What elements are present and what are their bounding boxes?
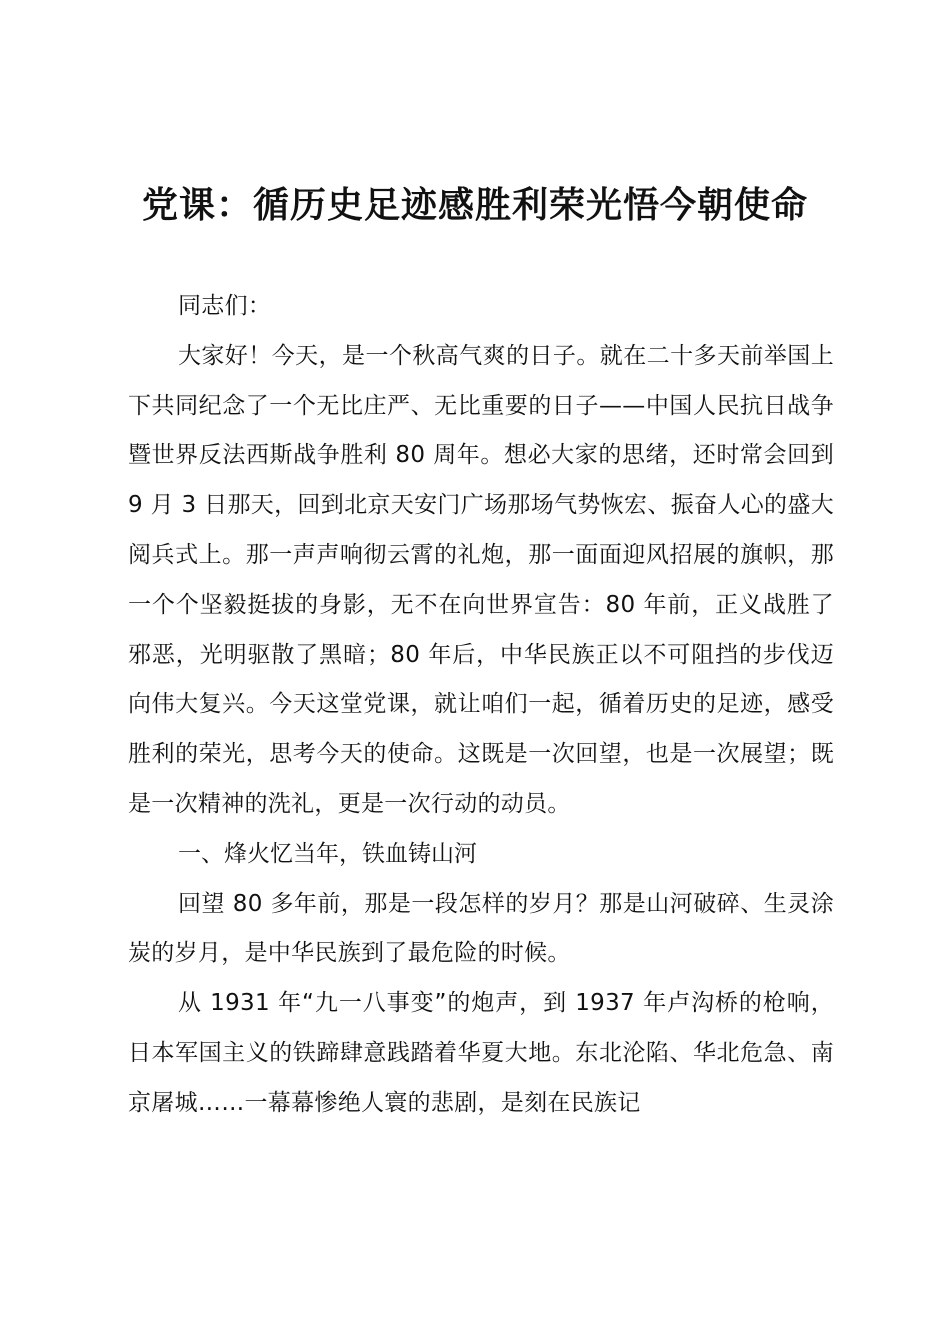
paragraph-section1-2: 从 1931 年“九一八事变”的炮声，到 1937 年卢沟桥的枪响，日本军国主义的铁蹄肆意践踏着华夏大地。东北沦陷、华北危急、南京屠城……一幕幕惨绝人寰的悲剧，是刻在民族记 — [128, 990, 834, 1116]
paragraph-section1-1: 回望 80 多年前，那是一段怎样的岁月？那是山河破碎、生灵涂炭的岁月，是中华民族到了最危险的时候。 — [128, 890, 834, 967]
section-heading-1: 一、烽火忆当年，铁血铸山河 — [178, 840, 477, 867]
paragraph-intro: 大家好！今天，是一个秋高气爽的日子。就在二十多天前举国上下共同纪念了一个无比庄严、无比重要的日子——中国人民抗日战争暨世界反法西斯战争胜利 80 周年。想必大家的思绪，还时常会回到 9 月 3 日那天，回到北京天安门广场那场气势恢宏、振奋人心的盛大阅兵式上。那一声声响彻云霄的礼炮，那一面面迎风招展的旗帜，那一个个坚毅挺拔的身影，无不在向世界宣告：80 年前，正义战胜了邪恶，光明驱散了黑暗；80 年后，中华民族正以不可阻挡的步伐迈向伟大复兴。今天这堂党课，就让咱们一起，循着历史的足迹，感受胜利的荣光，思考今天的使命。这既是一次回望，也是一次展望；既是一次精神的洗礼，更是一次行动的动员。 — [128, 342, 834, 817]
document-title: 党课：循历史足迹感胜利荣光悟今朝使命 — [141, 184, 808, 226]
document-body — [128, 282, 834, 1129]
salutation: 同志们： — [178, 293, 272, 319]
